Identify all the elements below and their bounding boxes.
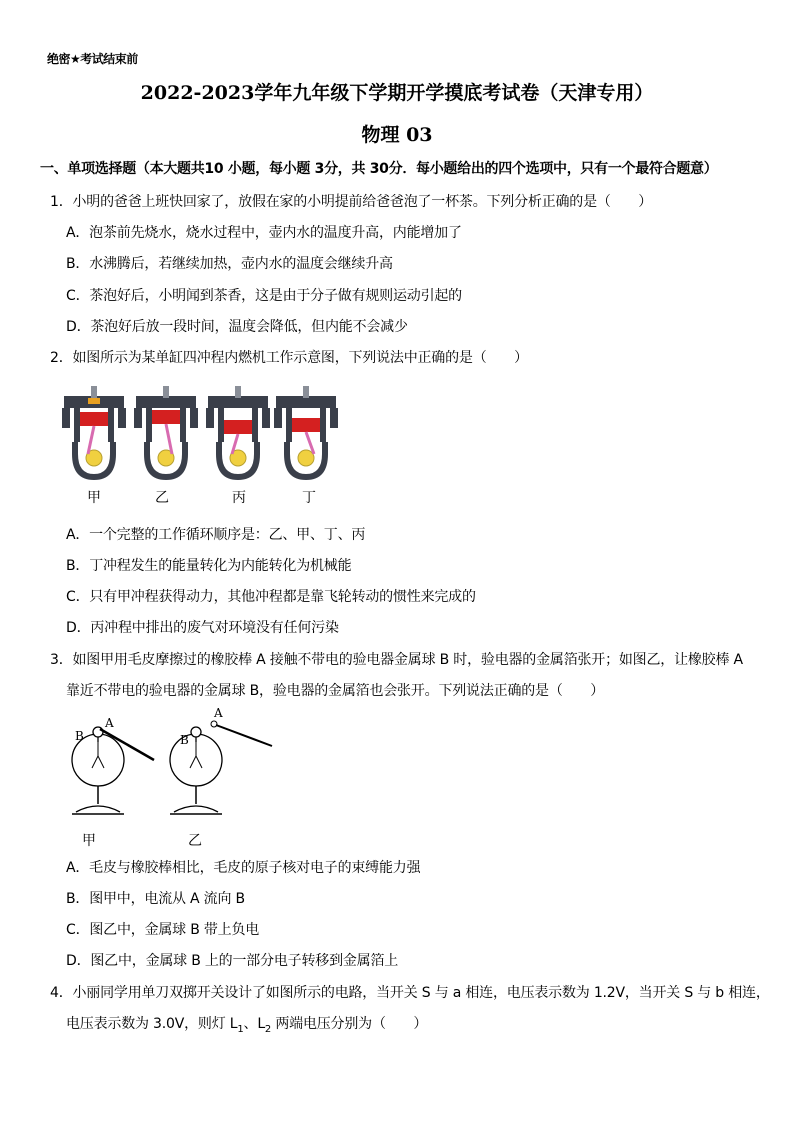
secret-mark: 绝密★考试结束前: [47, 52, 138, 66]
q3-stem-line2: 靠近不带电的验电器的金属球 B，验电器的金属箔也会张开。下列说法正确的是（ ）: [66, 683, 605, 699]
engine-strokes-figure: [62, 384, 342, 484]
electroscope-figure-yi: [160, 704, 280, 824]
section-heading: 一、单项选择题（本大题共10 小题，每小题 3分，共 30分．每小题给出的四个选项中，只有一个最符合题意）: [40, 161, 718, 177]
rod-label-a-jia: A: [105, 716, 114, 730]
q1-option-b: B．水沸腾后，若继续加热，壶内水的温度会继续升高: [66, 256, 393, 272]
q1-option-d: D．茶泡好后放一段时间，温度会降低，但内能不会减少: [66, 319, 408, 335]
q3-option-d: D．图乙中，金属球 B 上的一部分电子转移到金属箔上: [66, 953, 399, 969]
q1-stem: 1．小明的爸爸上班快回家了，放假在家的小明提前给爸爸泡了一杯茶。下列分析正确的是（ ）: [50, 194, 653, 210]
q2-option-c: C．只有甲冲程获得动力，其他冲程都是靠飞轮转动的惯性来完成的: [66, 589, 476, 605]
q4-sub2: 2: [264, 1023, 272, 1035]
q4-stem-part3: 两端电压分别为（ ）: [271, 1016, 428, 1032]
rod-label-a-yi: A: [214, 706, 223, 720]
q2-stem: 2．如图所示为某单缸四冲程内燃机工作示意图，下列说法中正确的是（ ）: [50, 350, 528, 366]
q4-stem-line2: [66, 1013, 427, 1035]
electroscope-label-jia: 甲: [82, 833, 96, 849]
q4-stem-part2: 、L: [243, 1016, 265, 1032]
q2-option-d: D．丙冲程中排出的废气对环境没有任何污染: [66, 620, 339, 636]
ball-label-b-yi: B: [180, 733, 189, 747]
q2-option-a: A．一个完整的工作循环顺序是：乙、甲、丁、丙: [66, 527, 366, 543]
engine-stroke-ding: [274, 386, 338, 480]
q4-stem-line1: 4．小丽同学用单刀双掷开关设计了如图所示的电路，当开关 S 与 a 相连，电压表示数为 1.2V，当开关 S 与 b 相连，: [50, 985, 770, 1001]
engine-label-yi: 乙: [155, 490, 169, 506]
engine-stroke-jia: [62, 386, 126, 480]
engine-label-ding: 丁: [302, 490, 316, 506]
q3-option-b: B．图甲中，电流从 A 流向 B: [66, 891, 245, 907]
q4-stem-part1: 电压表示数为 3.0V，则灯 L: [66, 1016, 238, 1032]
engine-label-bing: 丙: [232, 490, 246, 506]
engine-label-jia: 甲: [87, 490, 101, 506]
engine-stroke-yi: [134, 386, 198, 480]
q3-option-a: A．毛皮与橡胶棒相比，毛皮的原子核对电子的束缚能力强: [66, 860, 421, 876]
exam-title: 2022-2023学年九年级下学期开学摸底考试卷（天津专用）: [140, 82, 654, 104]
electroscope-label-yi: 乙: [188, 833, 202, 849]
engine-stroke-bing: [206, 386, 270, 480]
q1-option-a: A．泡茶前先烧水，烧水过程中，壶内水的温度升高，内能增加了: [66, 225, 462, 241]
q4-sub1: 1: [237, 1023, 244, 1035]
q3-stem-line1: 3．如图甲用毛皮摩擦过的橡胶棒 A 接触不带电的验电器金属球 B 时，验电器的金属箔张开；如图乙，让橡胶棒 A: [50, 652, 743, 668]
q1-option-c: C．茶泡好后，小明闻到茶香，这是由于分子做有规则运动引起的: [66, 288, 462, 304]
ball-label-b-jia: B: [75, 729, 84, 743]
q2-option-b: B．丁冲程发生的能量转化为内能转化为机械能: [66, 558, 352, 574]
q3-option-c: C．图乙中，金属球 B 带上负电: [66, 922, 260, 938]
subject-title: 物理 03: [361, 124, 433, 146]
